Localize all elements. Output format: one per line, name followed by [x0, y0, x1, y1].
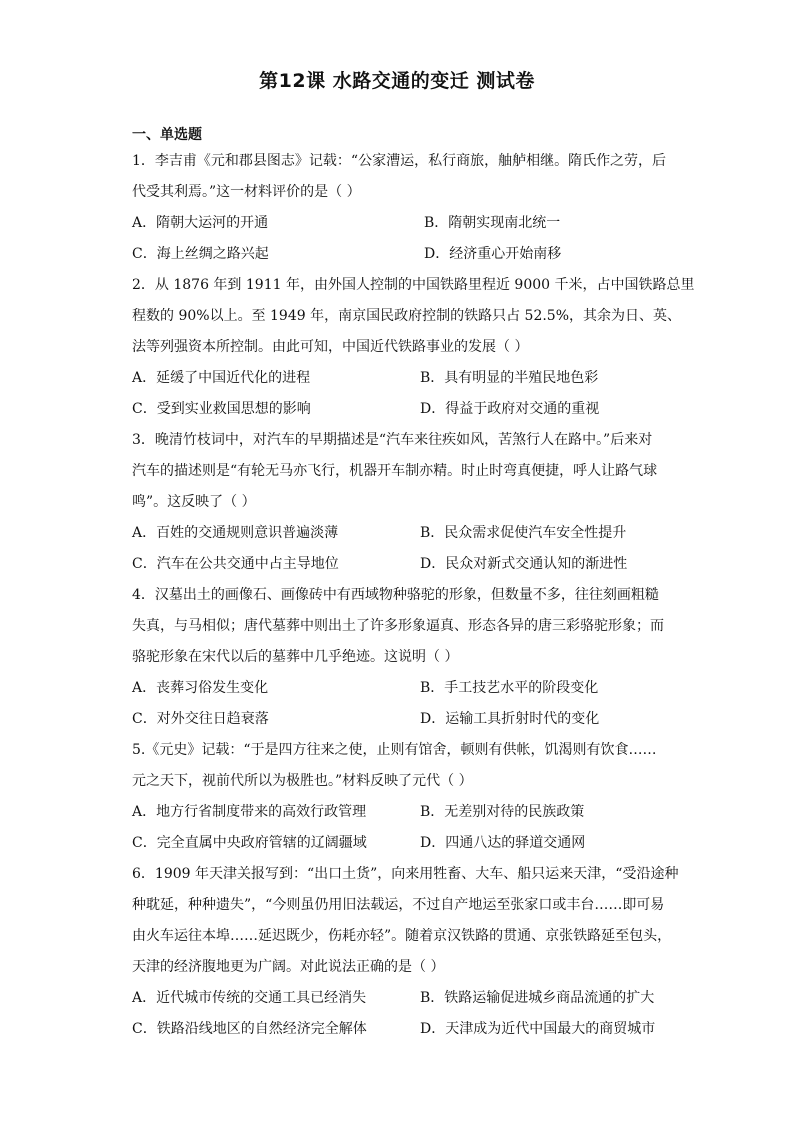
- question-1-stem-line: 1．李吉甫《元和郡县图志》记载：“公家漕运，私行商旅，舳舻相继。隋氏作之劳，后: [132, 153, 667, 169]
- option-b[interactable]: B．隋朝实现南北统一: [424, 215, 561, 231]
- page-title: 第12课 水路交通的变迁 测试卷: [259, 70, 535, 92]
- question-2-stem-line: 程数的 90%以上。至 1949 年，南京国民政府控制的铁路只占 52.5%，其余为日、英、: [132, 308, 682, 324]
- question-3-stem-line: 3．晚清竹枝词中，对汽车的早期描述是“汽车来往疾如风，苦煞行人在路中。”后来对: [132, 432, 653, 448]
- option-d[interactable]: D．经济重心开始南移: [424, 246, 562, 262]
- question-1: [132, 146, 667, 270]
- option-c[interactable]: C．对外交往日趋衰落: [132, 711, 269, 727]
- option-a[interactable]: A．丧葬习俗发生变化: [132, 680, 269, 696]
- option-b[interactable]: B．无差别对待的民族政策: [420, 804, 585, 820]
- option-c[interactable]: C．完全直属中央政府管辖的辽阔疆域: [132, 835, 367, 851]
- question-3-stem-line: 鸣”。这反映了（ ）: [132, 494, 256, 510]
- option-b[interactable]: B．具有明显的半殖民地色彩: [420, 370, 599, 386]
- question-6-stem-line: 由火车运往本埠……延迟既少，伤耗亦轻”。随着京汉铁路的贯通、京张铁路延至包头，: [132, 928, 672, 944]
- question-5-stem-line: 元之天下，视前代所以为极胜也。”材料反映了元代（ ）: [132, 773, 473, 789]
- question-5-stem-line: 5.《元史》记载：“于是四方往来之使，止则有馆舍，顿则有供帐，饥渴则有饮食……: [132, 742, 657, 758]
- option-a[interactable]: A．近代城市传统的交通工具已经消失: [132, 990, 367, 1006]
- question-list: [132, 146, 695, 1045]
- section-heading: 一、单选题: [132, 127, 202, 143]
- question-2-options-row: [132, 394, 664, 425]
- question-6-stem-line: 种耽延，种种遗失”，“今则虽仍用旧法载运，不过自产地运至张家口或丰台……即可易: [132, 897, 665, 913]
- question-1-options-row: [132, 208, 664, 239]
- option-d[interactable]: D．运输工具折射时代的变化: [420, 711, 600, 727]
- question-3-stem-line: 汽车的描述则是“有轮无马亦飞行，机器开车制亦精。时止时弯真便捷，呼人让路气球: [132, 463, 658, 479]
- question-6-stem-line: 6．1909 年天津关报写到：“出口土货”，向来用牲畜、大车、船只运来天津，“受沿途种: [132, 866, 679, 882]
- option-d[interactable]: D．民众对新式交通认知的渐进性: [420, 556, 628, 572]
- option-d[interactable]: D．天津成为近代中国最大的商贸城市: [420, 1021, 656, 1037]
- question-6-options-row: [132, 983, 664, 1014]
- option-c[interactable]: C．受到实业救国思想的影响: [132, 401, 311, 417]
- question-5-options-row: [132, 797, 664, 828]
- question-3-options-row: [132, 549, 664, 580]
- question-3: [132, 425, 664, 580]
- question-2-stem-line: 法等列强资本所控制。由此可知，中国近代铁路事业的发展（ ）: [132, 339, 529, 355]
- question-2-options-row: [132, 363, 664, 394]
- option-a[interactable]: A．地方行省制度带来的高效行政管理: [132, 804, 367, 820]
- option-a[interactable]: A．百姓的交通规则意识普遍淡薄: [132, 525, 339, 541]
- question-4-options-row: [132, 704, 664, 735]
- option-b[interactable]: B．铁路运输促进城乡商品流通的扩大: [420, 990, 655, 1006]
- question-6-options-row: [132, 1014, 664, 1045]
- option-d[interactable]: D．得益于政府对交通的重视: [420, 401, 600, 417]
- question-6-stem-line: 天津的经济腹地更为广阔。对此说法正确的是（ ）: [132, 959, 445, 975]
- question-6: [132, 859, 679, 1045]
- option-b[interactable]: B．民众需求促使汽车安全性提升: [420, 525, 627, 541]
- question-5-options-row: [132, 828, 664, 859]
- option-c[interactable]: C．汽车在公共交通中占主导地位: [132, 556, 339, 572]
- question-1-options-row: [132, 239, 664, 270]
- option-d[interactable]: D．四通八达的驿道交通网: [420, 835, 586, 851]
- option-b[interactable]: B．手工技艺水平的阶段变化: [420, 680, 599, 696]
- question-4-stem-line: 失真，与马相似；唐代墓葬中则出土了许多形象逼真、形态各异的唐三彩骆驼形象；而: [132, 618, 664, 634]
- question-2: [132, 270, 695, 425]
- question-4-options-row: [132, 673, 664, 704]
- question-3-options-row: [132, 518, 664, 549]
- question-4-stem-line: 4．汉墓出土的画像石、画像砖中有西域物种骆驼的形象，但数量不多，往往刻画粗糙: [132, 587, 659, 603]
- question-1-stem-line: 代受其利焉。”这一材料评价的是（ ）: [132, 184, 361, 200]
- question-2-stem-line: 2．从 1876 年到 1911 年，由外国人控制的中国铁路里程近 9000 千米，占中国铁路总里: [132, 277, 695, 293]
- option-a[interactable]: A．延缓了中国近代化的进程: [132, 370, 311, 386]
- question-4-stem-line: 骆驼形象在宋代以后的墓葬中几乎绝迹。这说明（ ）: [132, 649, 459, 665]
- question-4: [132, 580, 664, 735]
- question-5: [132, 735, 664, 859]
- option-c[interactable]: C．铁路沿线地区的自然经济完全解体: [132, 1021, 367, 1037]
- option-a[interactable]: A．隋朝大运河的开通: [132, 215, 269, 231]
- option-c[interactable]: C．海上丝绸之路兴起: [132, 246, 269, 262]
